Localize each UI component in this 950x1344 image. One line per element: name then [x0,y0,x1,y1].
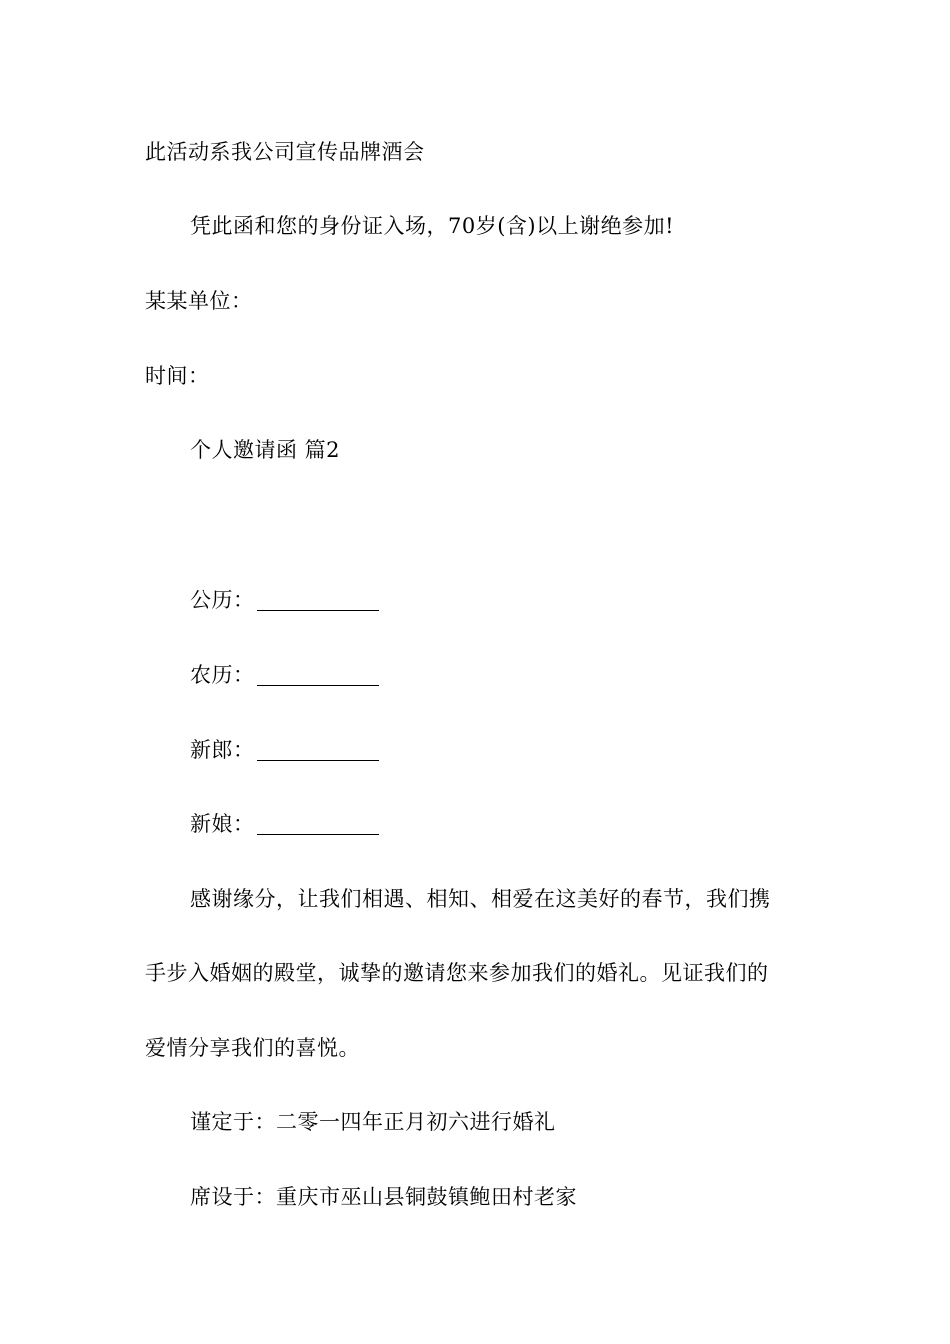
field-groom [190,736,379,764]
paragraph-line: 手步入婚姻的殿堂，诚挚的邀请您来参加我们的婚礼。见证我们的 [145,961,769,985]
fill-in-blank [257,590,379,611]
time-label: 时间： [145,364,210,388]
event-note: 此活动系我公司宣传品牌酒会 [145,140,425,164]
wedding-date-line: 谨定于：二零一四年正月初六进行婚礼 [190,1110,556,1134]
venue-line: 席设于：重庆市巫山县铜鼓镇鲍田村老家 [190,1185,577,1209]
fill-in-blank [257,740,379,761]
field-label: 公历： [190,588,255,612]
field-gregorian-date [190,586,379,614]
field-label: 新娘： [190,812,255,836]
fill-in-blank [257,665,379,686]
organizer-label: 某某单位： [145,289,253,313]
paragraph-line: 感谢缘分，让我们相遇、相知、相爱在这美好的春节，我们携 [190,887,771,911]
fill-in-blank [257,814,379,835]
field-bride [190,810,379,838]
section-heading: 个人邀请函 篇2 [190,438,341,462]
field-label: 农历： [190,663,255,687]
field-label: 新郎： [190,738,255,762]
paragraph-line: 爱情分享我们的喜悦。 [145,1036,360,1060]
field-lunar-date [190,661,379,689]
entry-rule: 凭此函和您的身份证入场，70岁(含)以上谢绝参加! [190,214,675,238]
